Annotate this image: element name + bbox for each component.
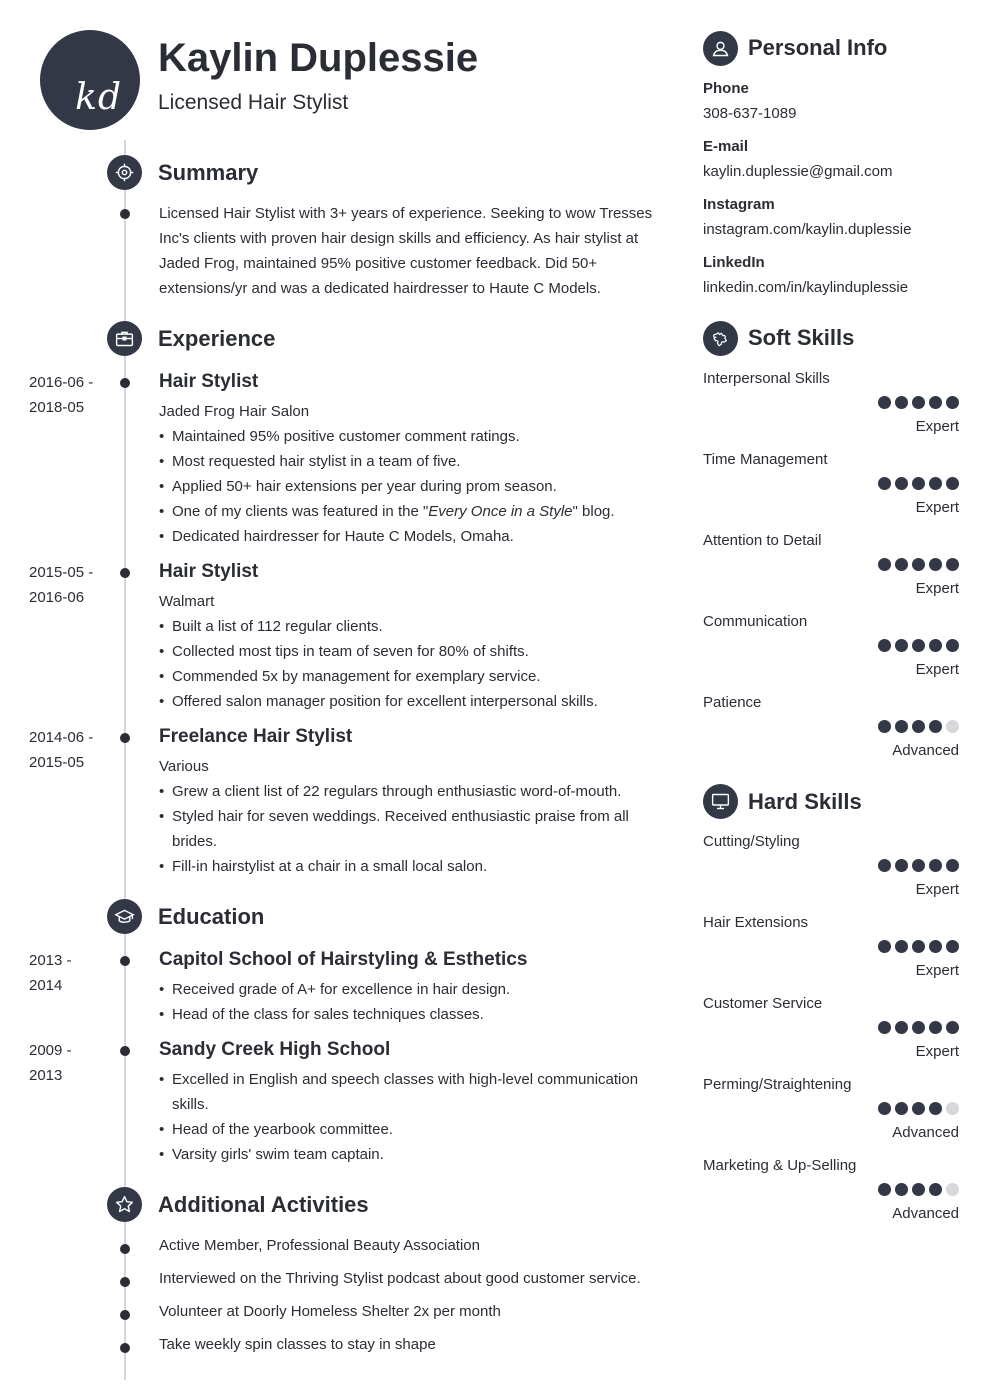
rating-dot-filled [929, 639, 942, 652]
skill-level: Advanced [892, 1124, 959, 1141]
rating-dot-filled [946, 639, 959, 652]
phone-value[interactable]: 308-637-1089 [703, 105, 797, 122]
monitor-icon [703, 784, 738, 819]
school-date-range [29, 948, 109, 998]
email-value[interactable]: kaylin.duplessie@gmail.com [703, 163, 893, 180]
skill-level: Expert [915, 661, 959, 678]
skill-level: Expert [915, 962, 959, 979]
timeline-dot [120, 378, 130, 388]
school-date-start: 2013 - [29, 952, 72, 969]
rating-dot-filled [912, 396, 925, 409]
rating-dot-filled [929, 477, 942, 490]
skill-rating [878, 477, 959, 490]
skill-level: Expert [915, 418, 959, 435]
school-bullet-list [159, 977, 659, 1027]
skill-level: Advanced [892, 1205, 959, 1222]
section-title-experience: Experience [158, 326, 276, 351]
activity-item: Interviewed on the Thriving Stylist podcast about good customer service. [159, 1270, 641, 1287]
rating-dot-filled [895, 1183, 908, 1196]
skill-level: Expert [915, 881, 959, 898]
job-company: Various [159, 758, 209, 775]
activity-item: Volunteer at Doorly Homeless Shelter 2x per month [159, 1303, 501, 1320]
job-bullet: • One of my clients was featured in the "Every Once in a Style" blog. [159, 499, 659, 524]
star-icon [107, 1187, 142, 1222]
rating-dot-filled [895, 1102, 908, 1115]
rating-dot-filled [912, 639, 925, 652]
job-date-range [29, 560, 109, 610]
timeline-dot [120, 1310, 130, 1320]
rating-dot-filled [878, 1183, 891, 1196]
rating-dot-filled [895, 720, 908, 733]
rating-dot-filled [912, 558, 925, 571]
rating-dot-filled [912, 477, 925, 490]
job-bullet: • Built a list of 112 regular clients. [159, 614, 659, 639]
rating-dot-filled [912, 1183, 925, 1196]
job-bullet: • Collected most tips in team of seven for 80% of shifts. [159, 639, 659, 664]
skill-item [703, 1157, 959, 1232]
skill-rating [878, 720, 959, 733]
job-date-end: 2015-05 [29, 754, 85, 771]
rating-dot-filled [929, 720, 942, 733]
skill-item [703, 370, 959, 445]
info-label-linkedin: LinkedIn [703, 254, 765, 271]
section-title-summary: Summary [158, 160, 259, 185]
avatar-initials: kd [75, 77, 122, 118]
skill-name: Patience [703, 694, 762, 711]
job-date-range [29, 725, 109, 775]
rating-dot-filled [929, 940, 942, 953]
job-date-start: 2015-05 - [29, 564, 94, 581]
person-icon [703, 31, 738, 66]
skill-name: Marketing & Up-Selling [703, 1157, 857, 1174]
activity-item: Active Member, Professional Beauty Association [159, 1237, 480, 1254]
skill-item [703, 532, 959, 607]
rating-dot-empty [946, 720, 959, 733]
skill-name: Cutting/Styling [703, 833, 800, 850]
rating-dot-empty [946, 1183, 959, 1196]
rating-dot-filled [878, 477, 891, 490]
puzzle-icon [703, 321, 738, 356]
rating-dot-filled [895, 558, 908, 571]
rating-dot-filled [878, 1021, 891, 1034]
job-date-start: 2016-06 - [29, 374, 94, 391]
job-company: Jaded Frog Hair Salon [159, 403, 310, 420]
skill-item [703, 833, 959, 908]
job-bullet: • Maintained 95% positive customer comment ratings. [159, 424, 659, 449]
briefcase-icon [107, 321, 142, 356]
skill-rating [878, 639, 959, 652]
skill-item [703, 613, 959, 688]
job-title: Freelance Hair Stylist [159, 726, 353, 747]
timeline-dot [120, 1244, 130, 1254]
timeline-dot [120, 568, 130, 578]
rating-dot-filled [878, 639, 891, 652]
rating-dot-filled [878, 396, 891, 409]
job-bullet: • Styled hair for seven weddings. Received enthusiastic praise from all brides. [159, 804, 659, 854]
timeline-dot [120, 733, 130, 743]
section-title-personal-info: Personal Info [748, 35, 888, 60]
rating-dot-filled [912, 940, 925, 953]
rating-dot-filled [912, 720, 925, 733]
skill-rating [878, 859, 959, 872]
job-bullet: • Commended 5x by management for exemplary service. [159, 664, 659, 689]
school-date-end: 2013 [29, 1067, 63, 1084]
job-date-end: 2018-05 [29, 399, 85, 416]
rating-dot-filled [946, 859, 959, 872]
rating-dot-filled [895, 639, 908, 652]
job-date-range [29, 370, 109, 420]
school-bullet: • Head of the class for sales techniques classes. [159, 1002, 659, 1027]
job-company: Walmart [159, 593, 215, 610]
skill-rating [878, 558, 959, 571]
rating-dot-filled [895, 477, 908, 490]
rating-dot-filled [878, 720, 891, 733]
job-title: Hair Stylist [159, 561, 259, 582]
rating-dot-filled [895, 940, 908, 953]
section-title-education: Education [158, 904, 265, 929]
job-bullet: • Dedicated hairdresser for Haute C Models, Omaha. [159, 524, 659, 549]
skill-rating [878, 1102, 959, 1115]
linkedin-value[interactable]: linkedin.com/in/kaylinduplessie [703, 279, 909, 296]
skill-name: Attention to Detail [703, 532, 822, 549]
section-title-soft-skills: Soft Skills [748, 325, 855, 350]
skill-level: Expert [915, 1043, 959, 1060]
job-bullet-list [159, 779, 659, 879]
avatar [40, 30, 140, 130]
skill-item [703, 914, 959, 989]
info-label-instagram: Instagram [703, 196, 775, 213]
rating-dot-filled [946, 558, 959, 571]
skill-item [703, 995, 959, 1070]
rating-dot-filled [895, 396, 908, 409]
school-date-range [29, 1038, 109, 1088]
skill-name: Perming/Straightening [703, 1076, 852, 1093]
target-icon [107, 155, 142, 190]
school-bullet: • Head of the yearbook committee. [159, 1117, 659, 1142]
rating-dot-filled [895, 859, 908, 872]
job-bullet: • Applied 50+ hair extensions per year during prom season. [159, 474, 659, 499]
job-bullet-list [159, 424, 659, 549]
school-bullet: • Varsity girls' swim team captain. [159, 1142, 659, 1167]
summary-text: Licensed Hair Stylist with 3+ years of experience. Seeking to wow Tresses Inc's clients with proven hair design skills and efficiency. As hair stylist at Jaded Frog, maintained 95% positive customer feedback. Did 50+ extensions/yr and was a dedicated hairdresser to Haute C Models. [159, 205, 653, 297]
skill-name: Customer Service [703, 995, 823, 1012]
school-name: Sandy Creek High School [159, 1039, 391, 1060]
rating-dot-filled [929, 859, 942, 872]
job-bullet: • Fill-in hairstylist at a chair in a small local salon. [159, 854, 659, 879]
skill-rating [878, 396, 959, 409]
blog-name: Every Once in a Style [428, 503, 573, 520]
rating-dot-filled [878, 940, 891, 953]
graduation-cap-icon [107, 899, 142, 934]
candidate-title: Licensed Hair Stylist [158, 91, 349, 114]
section-title-activities: Additional Activities [158, 1192, 369, 1217]
skill-rating [878, 1183, 959, 1196]
skill-name: Hair Extensions [703, 914, 809, 931]
skill-level: Advanced [892, 742, 959, 759]
rating-dot-filled [912, 1021, 925, 1034]
info-label-email: E-mail [703, 138, 749, 155]
skill-item [703, 451, 959, 526]
skill-level: Expert [915, 580, 959, 597]
activity-item: Take weekly spin classes to stay in shape [159, 1336, 436, 1353]
rating-dot-empty [946, 1102, 959, 1115]
timeline-dot [120, 209, 130, 219]
rating-dot-filled [878, 859, 891, 872]
timeline-dot [120, 1277, 130, 1287]
skill-rating [878, 1021, 959, 1034]
rating-dot-filled [878, 558, 891, 571]
school-date-end: 2014 [29, 977, 63, 994]
job-bullet: • Grew a client list of 22 regulars through enthusiastic word-of-mouth. [159, 779, 659, 804]
section-title-hard-skills: Hard Skills [748, 789, 862, 814]
rating-dot-filled [895, 1021, 908, 1034]
info-label-phone: Phone [703, 80, 749, 97]
job-date-end: 2016-06 [29, 589, 85, 606]
skill-name: Communication [703, 613, 808, 630]
job-title: Hair Stylist [159, 371, 259, 392]
timeline-dot [120, 956, 130, 966]
rating-dot-filled [946, 1021, 959, 1034]
skill-level: Expert [915, 499, 959, 516]
job-date-start: 2014-06 - [29, 729, 94, 746]
skill-item [703, 694, 959, 769]
school-date-start: 2009 - [29, 1042, 72, 1059]
job-bullet: • Most requested hair stylist in a team of five. [159, 449, 659, 474]
rating-dot-filled [912, 1102, 925, 1115]
rating-dot-filled [946, 477, 959, 490]
school-bullet: • Received grade of A+ for excellence in hair design. [159, 977, 659, 1002]
rating-dot-filled [929, 558, 942, 571]
skill-rating [878, 940, 959, 953]
rating-dot-filled [946, 396, 959, 409]
job-bullet-list [159, 614, 659, 714]
rating-dot-filled [929, 1183, 942, 1196]
skill-item [703, 1076, 959, 1151]
school-name: Capitol School of Hairstyling & Esthetics [159, 949, 528, 970]
candidate-name: Kaylin Duplessie [158, 36, 479, 80]
timeline-dot [120, 1343, 130, 1353]
rating-dot-filled [929, 1021, 942, 1034]
instagram-value[interactable]: instagram.com/kaylin.duplessie [703, 221, 912, 238]
rating-dot-filled [946, 940, 959, 953]
timeline-dot [120, 1046, 130, 1056]
school-bullet: • Excelled in English and speech classes with high-level communication skills. [159, 1067, 659, 1117]
skill-name: Interpersonal Skills [703, 370, 830, 387]
rating-dot-filled [929, 396, 942, 409]
skill-name: Time Management [703, 451, 828, 468]
job-bullet: • Offered salon manager position for excellent interpersonal skills. [159, 689, 659, 714]
school-bullet-list [159, 1067, 659, 1167]
rating-dot-filled [912, 859, 925, 872]
rating-dot-filled [929, 1102, 942, 1115]
rating-dot-filled [878, 1102, 891, 1115]
